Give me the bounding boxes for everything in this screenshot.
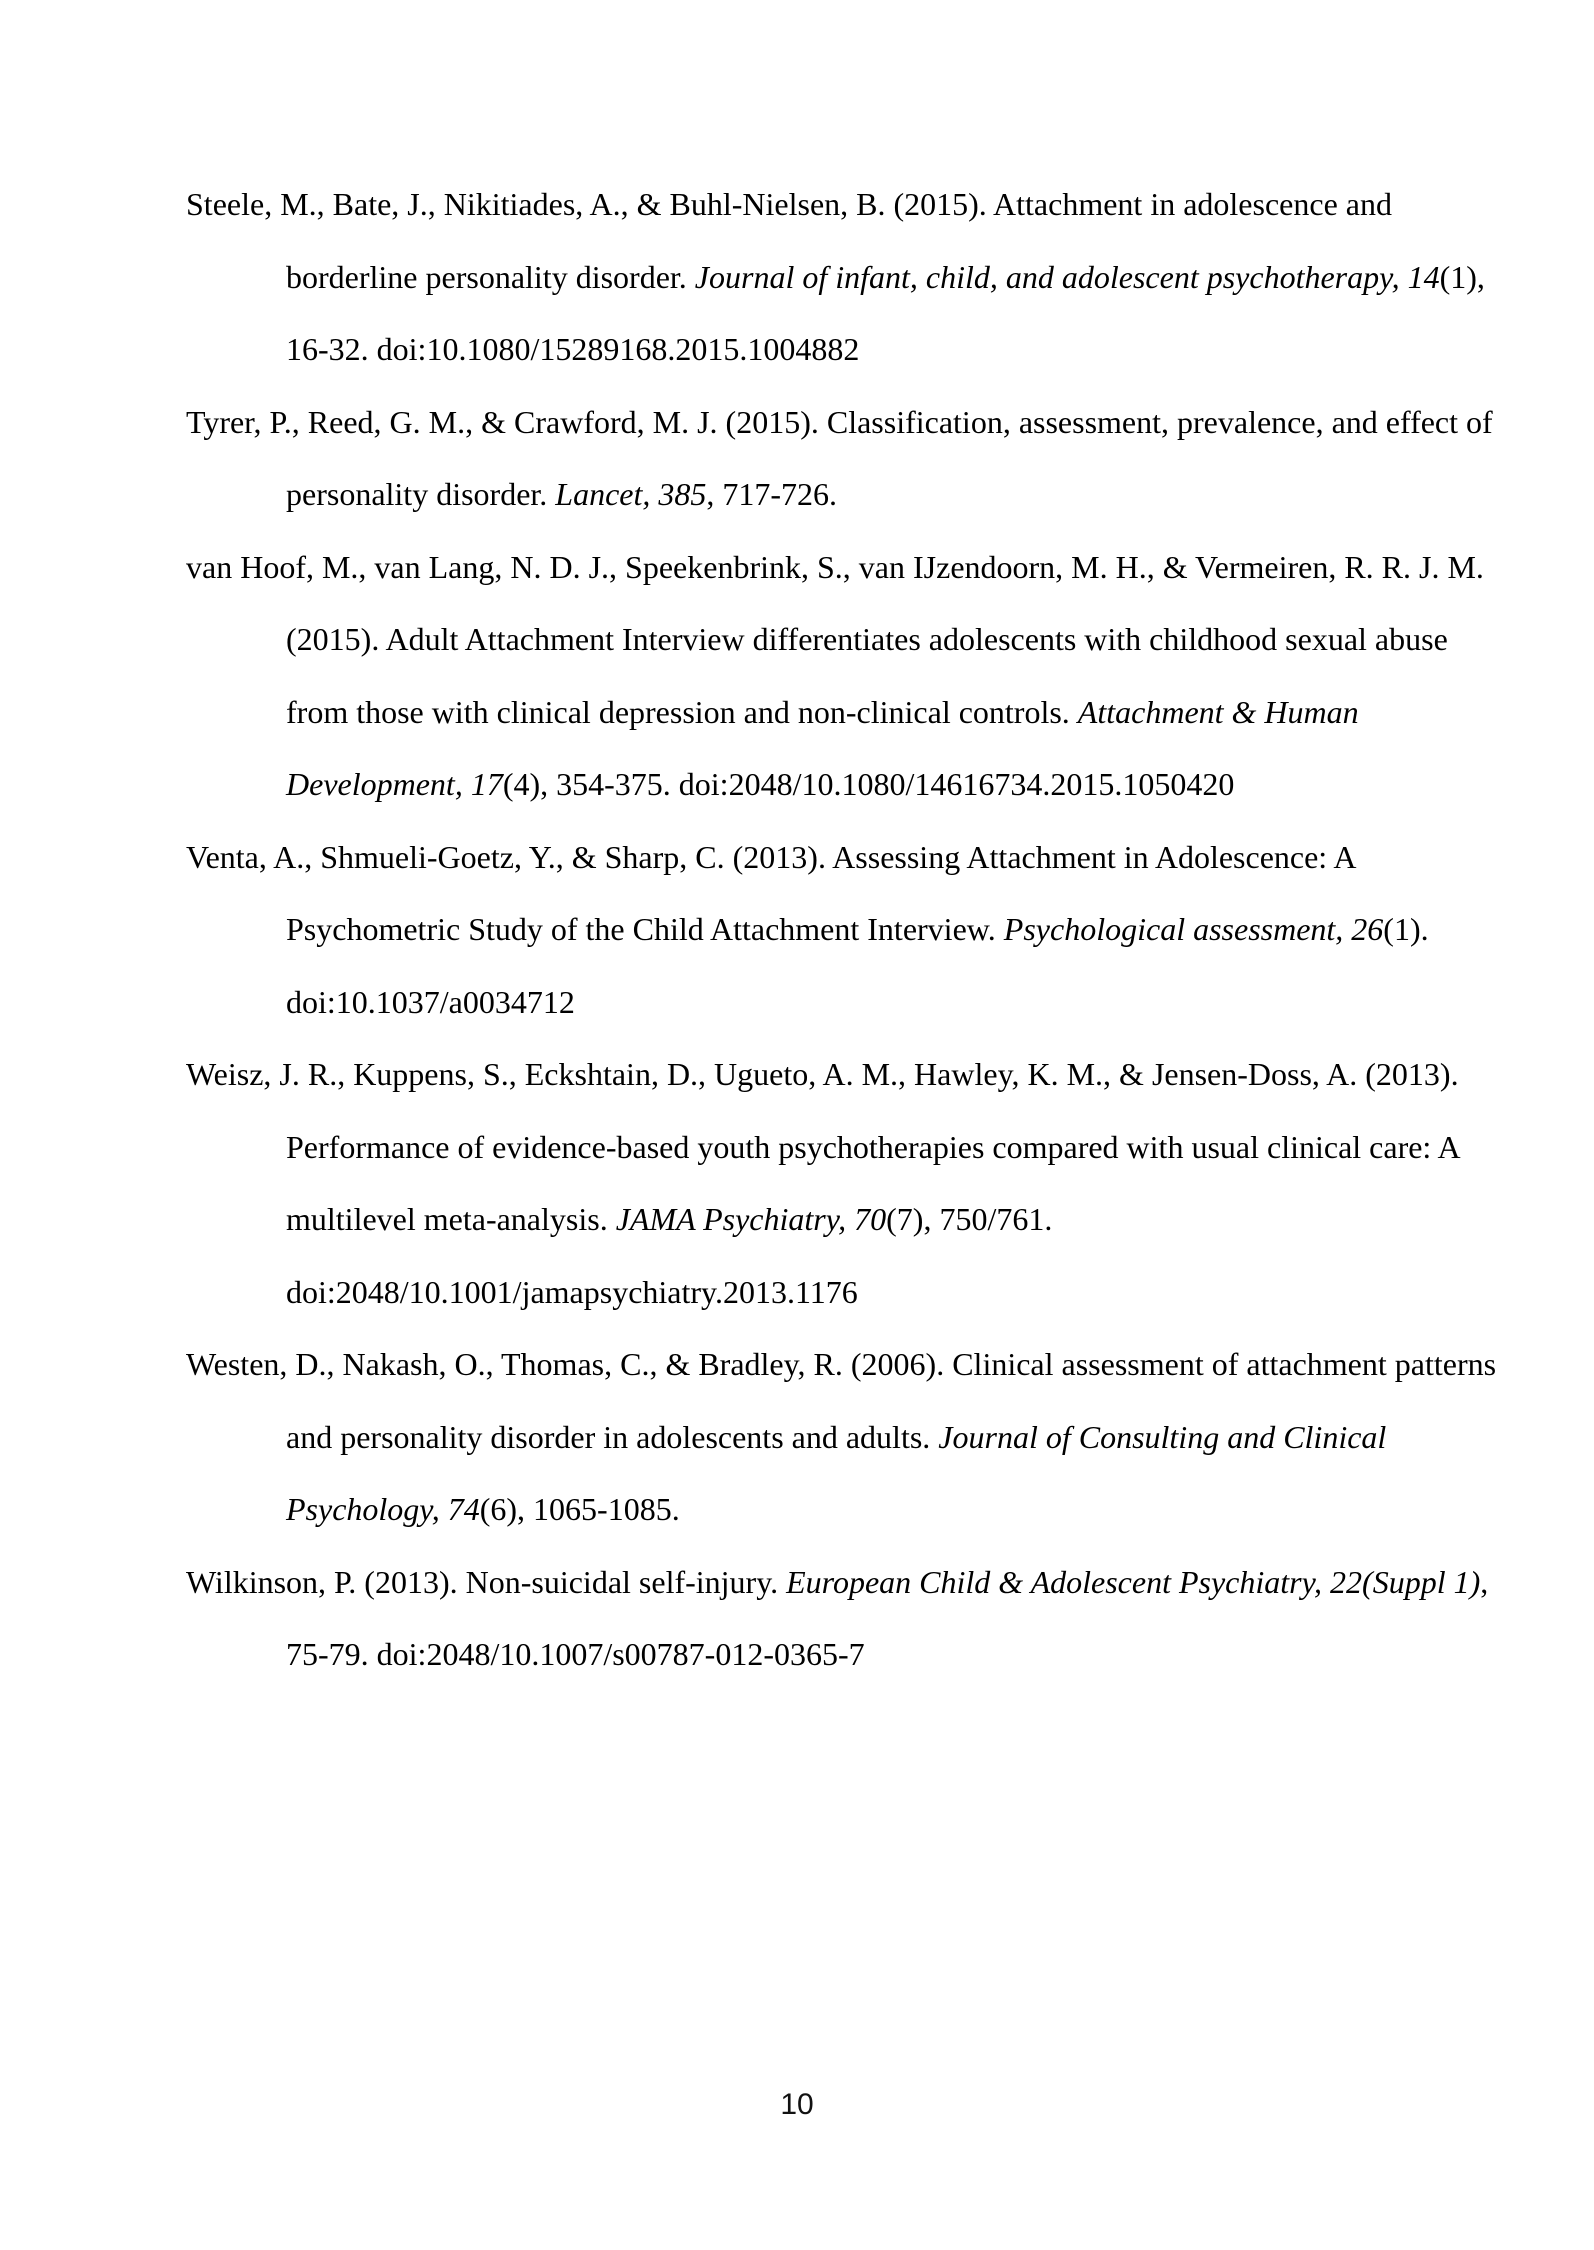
reference-text: (4), 354-375. doi:2048/10.1080/14616734.2015.1050420	[502, 766, 1235, 802]
reference-text: Wilkinson, P. (2013). Non-suicidal self-injury.	[186, 1563, 787, 1600]
reference-entry	[186, 821, 1546, 1039]
reference-text: Westen, D., Nakash, O., Thomas, C., & Bradley, R. (2006). Clinical assessment of attachment patterns	[186, 1346, 1497, 1382]
reference-entry	[186, 386, 1546, 531]
reference-italic-text: Attachment & Human	[1077, 693, 1359, 730]
reference-entry	[186, 1038, 1546, 1328]
reference-italic-text: Journal of infant, child, and adolescent psychotherapy, 14	[694, 258, 1440, 295]
reference-text: and personality disorder in adolescents and adults.	[286, 1418, 939, 1455]
reference-text: (1),	[1439, 258, 1485, 295]
reference-text: Venta, A., Shmueli-Goetz, Y., & Sharp, C. (2013). Assessing Attachment in Adolescence: A	[186, 838, 1357, 875]
reference-text: doi:10.1037/a0034712	[286, 983, 575, 1020]
reference-text: personality disorder.	[286, 476, 556, 512]
reference-text: 75-79. doi:2048/10.1007/s00787-012-0365-7	[286, 1636, 865, 1672]
reference-text: ,	[1480, 1563, 1489, 1600]
reference-italic-text: Psychological assessment, 26	[1003, 911, 1384, 947]
reference-text: 16-32. doi:10.1080/15289168.2015.1004882	[286, 331, 860, 367]
reference-text: Psychometric Study of the Child Attachment Interview.	[286, 911, 1004, 947]
reference-text: from those with clinical depression and non-clinical controls.	[286, 693, 1078, 730]
reference-text: van Hoof, M., van Lang, N. D. J., Speekenbrink, S., van IJzendoorn, M. H., & Vermeiren, R. R. J. M.	[186, 548, 1484, 585]
reference-entry	[186, 531, 1546, 821]
reference-italic-text: Lancet, 385	[555, 476, 707, 512]
reference-text: borderline personality disorder.	[286, 258, 695, 295]
reference-text: Performance of evidence-based youth psychotherapies compared with usual clinical care: A	[286, 1128, 1461, 1165]
reference-text: , 717-726.	[706, 476, 838, 512]
reference-text: Weisz, J. R., Kuppens, S., Eckshtain, D., Ugueto, A. M., Hawley, K. M., & Jensen-Doss, A. (2013).	[186, 1056, 1459, 1092]
reference-italic-text: Psychology, 74	[286, 1491, 480, 1527]
reference-entry	[186, 168, 1546, 386]
reference-text: doi:2048/10.1001/jamapsychiatry.2013.1176	[286, 1273, 858, 1310]
reference-text: (7), 750/761.	[886, 1201, 1053, 1237]
reference-italic-text: Journal of Consulting and Clinical	[938, 1418, 1387, 1455]
reference-italic-text: JAMA Psychiatry, 70	[615, 1201, 887, 1237]
reference-list	[186, 168, 1546, 1691]
reference-text: multilevel meta-analysis.	[286, 1201, 616, 1237]
reference-entry	[186, 1328, 1546, 1546]
reference-text: (2015). Adult Attachment Interview differentiates adolescents with childhood sexual abuse	[286, 621, 1448, 657]
reference-text: Steele, M., Bate, J., Nikitiades, A., & Buhl-Nielsen, B. (2015). Attachment in adolescence and	[186, 186, 1392, 222]
reference-italic-text: Development, 17	[286, 766, 503, 802]
reference-text: (6), 1065-1085.	[479, 1491, 680, 1527]
reference-italic-text: European Child & Adolescent Psychiatry, 22(Suppl 1)	[786, 1563, 1481, 1600]
reference-text: Tyrer, P., Reed, G. M., & Crawford, M. J. (2015). Classification, assessment, prevalence, and effect of	[186, 403, 1493, 440]
page-number: 10	[780, 2088, 814, 2121]
reference-entry	[186, 1546, 1546, 1691]
reference-text: (1).	[1383, 911, 1429, 947]
